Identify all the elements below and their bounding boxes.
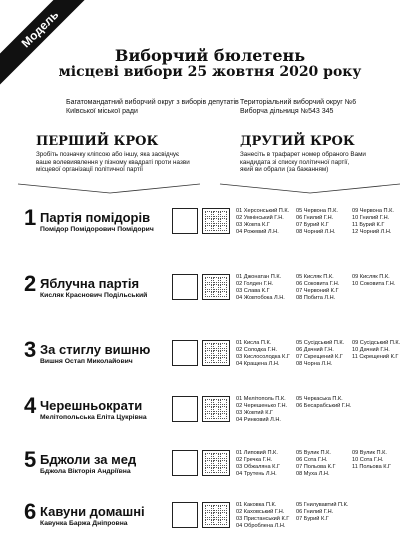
candidate-entry: 01 Херсонський П.К. xyxy=(236,208,290,214)
candidate-entry: 04 Рожевий Л.Н. xyxy=(236,228,279,235)
candidate-entry: 01 Каковка П.К. xyxy=(236,502,277,508)
candidate-list-col-3 xyxy=(352,450,391,471)
candidate-entry: 04 Кращена Л.Н. xyxy=(236,360,280,367)
candidate-entry: 05 Вулик П.К. xyxy=(296,450,331,456)
candidate-entry: 09 Кисляк П.К. xyxy=(352,274,390,280)
candidate-entry: 01 Мелітополь П.К. xyxy=(236,396,286,402)
candidate-entry: 02 Гречка Г.Н. xyxy=(236,456,273,463)
candidate-number-stencil[interactable] xyxy=(202,208,230,234)
party-row-6 xyxy=(0,492,420,552)
party-number: 3 xyxy=(24,337,37,362)
district-left: Багатомандатний виборчий округ з виборів депутатів Київської міської ради xyxy=(66,99,239,115)
party-row-1 xyxy=(0,198,420,258)
party-vote-box[interactable] xyxy=(172,502,198,528)
party-name: Партія помідорів xyxy=(40,210,151,225)
step-arrows xyxy=(0,182,420,196)
party-leader: Бджола Вікторія Андріївна xyxy=(40,468,131,475)
candidate-entry: 11 Бурий К.Г xyxy=(352,221,385,228)
candidate-entry: 02 Голден Г.Н. xyxy=(236,280,274,287)
candidate-entry: 05 Кисляк П.К. xyxy=(296,274,334,280)
step-two-arrow xyxy=(220,184,400,193)
step-one-arrow xyxy=(18,184,200,193)
candidate-entry: 04 Жовтобока Л.Н. xyxy=(236,294,285,301)
candidate-entry: 03 Жовта К.Г xyxy=(236,221,270,228)
candidate-entry: 03 Пристанський К.Г xyxy=(236,515,290,522)
step-two-heading: ДРУГИЙ КРОК xyxy=(240,134,355,149)
candidate-entry: 09 Сусідський П.К. xyxy=(352,340,401,346)
district-right: Територіальний виборчий округ №6 Виборча дільниця №543 345 xyxy=(240,99,357,115)
party-row-3 xyxy=(0,330,420,390)
candidate-entry: 11 Скрещений К.Г xyxy=(352,353,399,360)
step-one-heading: ПЕРШИЙ КРОК xyxy=(36,134,159,149)
step-one xyxy=(36,134,190,174)
party-name: Черешньократи xyxy=(40,398,143,413)
candidate-entry: 06 Гнилий Г.Н. xyxy=(296,508,334,515)
candidate-entry: 05 Гнилувавтий П.К. xyxy=(296,502,349,508)
party-vote-box[interactable] xyxy=(172,208,198,234)
candidate-list-col-2 xyxy=(296,502,348,523)
candidate-number-stencil[interactable] xyxy=(202,274,230,300)
candidate-entry: 05 Черкаська П.К. xyxy=(296,396,343,402)
candidate-entry: 09 Червона П.К. xyxy=(352,208,394,214)
candidate-entry: 08 Чорна Л.Н. xyxy=(296,360,333,367)
party-name: Кавуни домашні xyxy=(40,504,145,519)
candidate-entry: 02 Каховський Г.Н. xyxy=(236,508,285,515)
candidate-entry: 04 Трутень Л.Н. xyxy=(236,470,277,477)
party-vote-box[interactable] xyxy=(172,450,198,476)
candidate-entry: 03 Слава К.Г xyxy=(236,287,270,294)
candidate-entry: 05 Червона П.К. xyxy=(296,208,338,214)
candidate-list-col-2 xyxy=(296,208,338,236)
party-number: 2 xyxy=(24,271,37,296)
candidate-entry: 05 Сусідський П.К. xyxy=(296,340,345,346)
candidate-entry: 01 Джонатан П.К. xyxy=(236,274,282,280)
candidate-entry: 02 Умнінський Г.Н. xyxy=(236,214,284,221)
candidate-entry: 07 Польова К.Г xyxy=(296,463,336,470)
model-badge: Модель xyxy=(0,0,97,86)
step-two xyxy=(240,134,366,174)
candidate-number-stencil[interactable] xyxy=(202,450,230,476)
party-vote-box[interactable] xyxy=(172,396,198,422)
candidate-entry: 08 Побита Л.Н. xyxy=(296,294,336,301)
candidate-list-col-2 xyxy=(296,340,344,368)
candidate-entry: 10 Соковита Г.Н. xyxy=(352,280,396,287)
candidate-entry: 10 Сота Г.Н. xyxy=(352,456,384,463)
candidate-number-stencil[interactable] xyxy=(202,340,230,366)
ballot-subtitle: місцеві вибори 25 жовтня 2020 року xyxy=(58,64,362,80)
step-one-text: Зробіть позначку кліпсою або іншу, яка засвідчує ваше волевиявлення у пізному квадраті проти назви місцевої організації політичної партії xyxy=(36,151,190,173)
candidate-list-col-1 xyxy=(236,450,280,478)
party-number: 1 xyxy=(24,205,37,230)
party-row-4 xyxy=(0,386,420,446)
party-number: 6 xyxy=(24,499,37,524)
candidate-entry: 02 Черешенько Г.Н. xyxy=(236,402,288,409)
candidate-entry: 10 Гнилий Г.Н. xyxy=(352,214,390,221)
party-name: Яблучна партія xyxy=(40,276,140,291)
candidate-entry: 02 Солодка Г.Н. xyxy=(236,346,278,353)
candidate-entry: 09 Вулик П.К. xyxy=(352,450,387,456)
candidate-entry: 06 Бесарабський Г.Н. xyxy=(296,402,352,409)
party-name: За стиглу вишню xyxy=(40,342,151,357)
candidate-list-col-3 xyxy=(352,340,400,361)
candidate-list-col-2 xyxy=(296,274,339,302)
candidate-entry: 08 Муха Л.Н. xyxy=(296,470,330,477)
candidate-number-stencil[interactable] xyxy=(202,396,230,422)
candidate-entry: 01 Кисла П.К. xyxy=(236,340,272,346)
party-vote-box[interactable] xyxy=(172,340,198,366)
party-leader: Кавунка Баржа Дніпровна xyxy=(40,520,128,527)
candidate-list-col-2 xyxy=(296,396,351,410)
candidate-entry: 07 Бурий К.Г xyxy=(296,221,329,228)
party-leader: Помідор Помідорович Помідорич xyxy=(40,226,154,233)
candidate-entry: 06 Сота Г.Н. xyxy=(296,456,328,463)
candidate-list-col-1 xyxy=(236,274,285,302)
candidate-number-stencil[interactable] xyxy=(202,502,230,528)
party-name: Бджоли за мед xyxy=(40,452,137,467)
candidate-list-col-3 xyxy=(352,274,395,288)
party-vote-box[interactable] xyxy=(172,274,198,300)
candidate-entry: 03 Обжаляна К.Г xyxy=(236,463,281,470)
candidate-entry: 04 Ринковий Л.Н. xyxy=(236,416,281,423)
candidate-entry: 06 Соковита Г.Н. xyxy=(296,280,340,287)
party-row-2 xyxy=(0,264,420,324)
party-number: 4 xyxy=(24,393,37,418)
candidate-entry: 04 Оброблена Л.Н. xyxy=(236,522,286,529)
candidate-list-col-3 xyxy=(352,208,394,236)
candidate-list-col-1 xyxy=(236,340,290,368)
party-row-5 xyxy=(0,440,420,500)
candidate-list-col-1 xyxy=(236,396,287,424)
candidate-entry: 12 Чорний Л.Н. xyxy=(352,228,392,235)
candidate-entry: 10 Дачний Г.Н. xyxy=(352,346,390,353)
party-number: 5 xyxy=(24,447,37,472)
candidate-entry: 03 Кислосолодка К.Г xyxy=(236,353,290,360)
candidate-list-col-1 xyxy=(236,208,289,236)
party-leader: Кисляк Краснович Подільський xyxy=(40,292,148,299)
candidate-entry: 07 Скрещений К.Г xyxy=(296,353,343,360)
ballot-title: Виборчий бюлетень xyxy=(114,46,306,65)
candidate-entry: 07 Бурий К.Г xyxy=(296,515,329,522)
candidate-list-col-2 xyxy=(296,450,336,478)
candidate-entry: 06 Дачний Г.Н. xyxy=(296,346,334,353)
candidate-entry: 07 Червоний К.Г xyxy=(296,287,339,294)
candidate-entry: 11 Польова К.Г xyxy=(352,463,392,470)
candidate-entry: 08 Чорний Л.Н. xyxy=(296,228,336,235)
party-leader: Мелітопольська Еліта Цукрівна xyxy=(40,414,147,421)
candidate-list-col-1 xyxy=(236,502,289,530)
candidate-entry: 06 Гнилий Г.Н. xyxy=(296,214,334,221)
party-leader: Вишня Остап Миколайович xyxy=(40,358,133,365)
candidate-entry: 03 Жовтий К.Г xyxy=(236,409,274,416)
candidate-entry: 01 Липовий П.К. xyxy=(236,450,278,456)
step-two-text: Занесіть в трафарет номер обраного Вами кандидата зі списку політичної партії, який ви обрали (за бажанням) xyxy=(240,151,366,173)
